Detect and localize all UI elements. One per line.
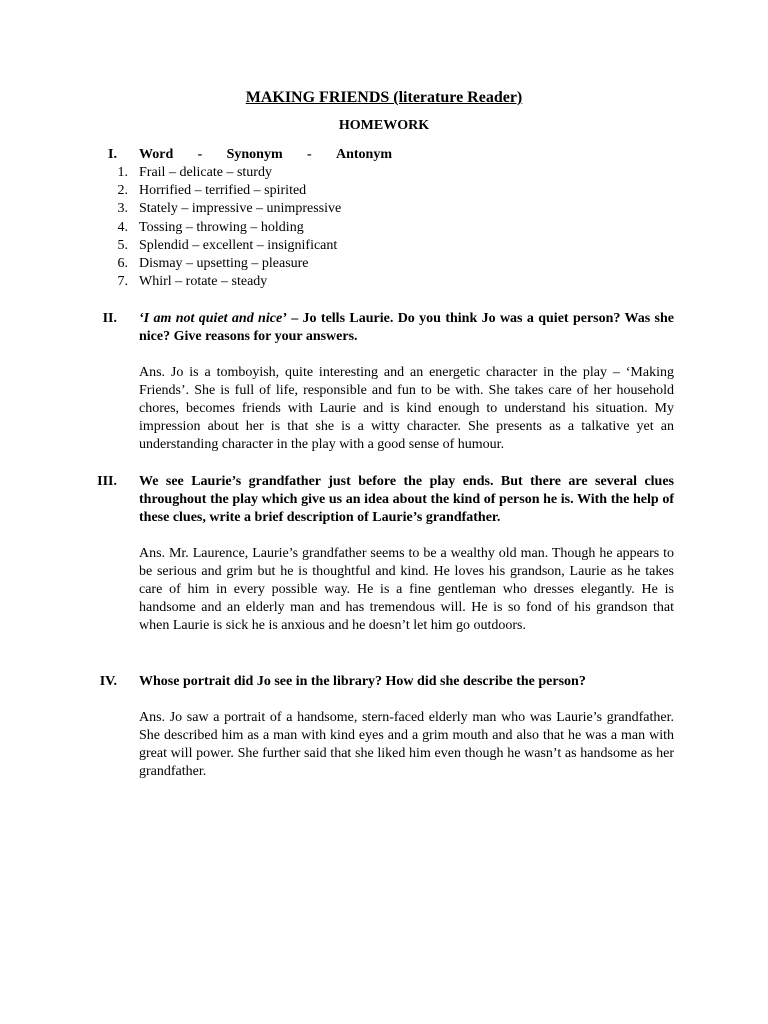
page-subtitle: HOMEWORK — [338, 118, 430, 133]
list-item-text: Dismay – upsetting – pleasure — [139, 255, 309, 271]
list-item-number: 2. — [117, 183, 128, 199]
list-item — [100, 273, 674, 291]
list-item-number: 5. — [117, 237, 128, 253]
list-item — [100, 200, 674, 218]
word-synonym-antonym-header — [139, 146, 392, 164]
section-2-answer: Ans. Jo is a tomboyish, quite interesting and an energetic character in the play – ‘Making Friends’. She is full of life, responsible and fun to be with. She takes care of her household chores, becomes friends with Laurie and is kind enough to understand his situation. My impression about her is that she is a witty character. She presents as a talkative yet an understanding character in the play with a good sense of humour. — [139, 365, 674, 452]
header-word: Word — [139, 147, 174, 162]
list-item-text: Stately – impressive – unimpressive — [139, 201, 342, 217]
header-dash-1: - — [197, 147, 203, 162]
section-4-numeral: IV. — [99, 674, 117, 689]
list-item-number: 7. — [117, 274, 128, 290]
list-item — [100, 219, 674, 237]
section-4-question: Whose portrait did Jo see in the library? How did she describe the person? — [139, 674, 586, 689]
list-item-number: 6. — [117, 255, 128, 271]
section-2-question — [139, 310, 674, 346]
list-item-text: Horrified – terrified – spirited — [139, 183, 307, 199]
header-synonym: Synonym — [226, 147, 283, 162]
list-item-number: 3. — [117, 201, 128, 217]
list-item-text: Whirl – rotate – steady — [139, 274, 268, 290]
list-item-number: 1. — [117, 165, 128, 180]
section-3-answer: Ans. Mr. Laurence, Laurie’s grandfather seems to be a wealthy old man. Though he appears to be serious and grim but he is thoughtful and kind. He loves his grandson, Laurie as he takes care of him in every possible way. He is a fine gentleman who dresses elegantly. He is handsome and an elderly man and has tremendous will. He is so fond of his grandson that when Laurie is sick he is anxious and he doesn’t let him go outdoors. — [139, 546, 674, 633]
list-item-text: Splendid – excellent – insignificant — [139, 237, 338, 253]
header-dash-2: - — [306, 147, 312, 162]
section-4-answer: Ans. Jo saw a portrait of a handsome, stern-faced elderly man who was Laurie’s grandfather. She described him as a man with kind eyes and a grim mouth and also that he was a man with great will power. She further said that she liked him even though he wasn’t as handsome as her grandfather. — [139, 710, 674, 779]
list-item-text: Tossing – throwing – holding — [139, 219, 304, 235]
section-1-numeral: I. — [108, 147, 117, 162]
list-item-text: Frail – delicate – sturdy — [139, 165, 272, 180]
list-item — [100, 164, 674, 182]
section-2-numeral: II. — [102, 311, 117, 326]
word-list — [100, 164, 674, 291]
list-item — [100, 182, 674, 200]
section-2-question-text: – Jo tells Laurie. Do you think Jo was a quiet person? Was she nice? Give reasons for your answers. — [139, 311, 674, 344]
list-item — [100, 255, 674, 273]
list-item-number: 4. — [117, 219, 128, 235]
section-3-numeral: III. — [97, 474, 117, 489]
section-2-question-quote: ‘I am not quiet and nice’ — [139, 311, 287, 326]
header-antonym: Antonym — [335, 147, 392, 162]
list-item — [100, 237, 674, 255]
page-title: MAKING FRIENDS (literature Reader) — [245, 89, 523, 106]
section-3-question: We see Laurie’s grandfather just before the play ends. But there are several clues throughout the play which give us an idea about the kind of person he is. With the help of these clues, write a brief description of Laurie’s grandfather. — [139, 474, 674, 525]
